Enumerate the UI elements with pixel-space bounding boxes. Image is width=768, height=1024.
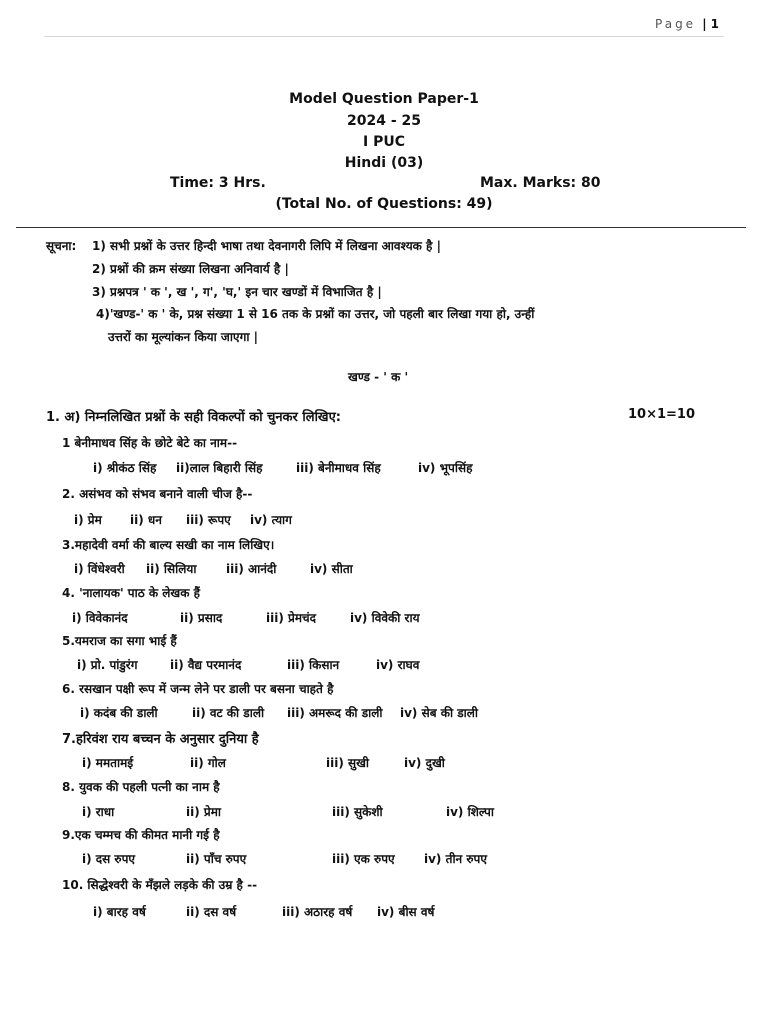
mcq-question: 5.यमराज का सगा भाई हैं bbox=[62, 634, 177, 648]
mcq-option: ii) गोल bbox=[190, 756, 226, 770]
mcq-option: i) राधा bbox=[82, 805, 115, 819]
notice-item: 2) प्रश्नों की क्रम संख्या लिखना अनिवार्य है | bbox=[92, 262, 289, 276]
mcq-option: iii) अठारह वर्ष bbox=[282, 905, 353, 919]
max-marks: Max. Marks: 80 bbox=[480, 175, 601, 191]
mcq-question: 8. युवक की पहली पत्नी का नाम है bbox=[62, 780, 220, 794]
paper-subject: Hindi (03) bbox=[344, 155, 424, 171]
mcq-option: iv) शिल्पा bbox=[446, 805, 494, 819]
mcq-option: ii) वैद्य परमानंद bbox=[170, 658, 242, 672]
mcq-option: i) दस रुपए bbox=[82, 852, 136, 866]
mcq-option: iv) भूपसिंह bbox=[418, 461, 473, 475]
mcq-option: iii) एक रुपए bbox=[332, 852, 395, 866]
page-number-label bbox=[655, 17, 719, 31]
mcq-option: i) प्रो. पांडुरंग bbox=[77, 658, 138, 672]
mcq-option: iii) किसान bbox=[287, 658, 340, 672]
mcq-option: iv) सेब की डाली bbox=[400, 706, 479, 720]
mcq-option: iv) राघव bbox=[376, 658, 420, 672]
header-rule bbox=[44, 36, 724, 37]
mcq-question: 10. सिद्धेश्वरी के मँझले लड़के की उम्र है -- bbox=[62, 878, 258, 892]
mcq-option: i) बारह वर्ष bbox=[93, 905, 146, 919]
mcq-option: iv) विवेकी राय bbox=[350, 611, 420, 625]
mcq-option: iv) त्याग bbox=[250, 513, 292, 527]
section-heading: खण्ड - ' क ' bbox=[348, 370, 409, 384]
mcq-option: i) श्रीकंठ सिंह bbox=[93, 461, 157, 475]
paper-class: I PUC bbox=[363, 134, 405, 150]
question-instruction: 1. अ) निम्नलिखित प्रश्नों के सही विकल्पों को चुनकर लिखिए: bbox=[46, 410, 341, 425]
mcq-question: 7.हरिवंश राय बच्चन के अनुसार दुनिया है bbox=[62, 732, 259, 747]
mcq-option: iii) अमरूद की डाली bbox=[287, 706, 383, 720]
mcq-option: ii) धन bbox=[130, 513, 162, 527]
mcq-option: iii) सुकेशी bbox=[332, 805, 383, 819]
notice-item: उत्तरों का मूल्यांकन किया जाएगा | bbox=[108, 330, 258, 344]
paper-title: Model Question Paper-1 bbox=[289, 91, 479, 107]
page-separator: | bbox=[698, 17, 707, 31]
mcq-option: i) विंधेश्वरी bbox=[74, 562, 125, 576]
mcq-question: 6. रसखान पक्षी रूप में जन्म लेने पर डाली पर बसना चाहते है bbox=[62, 682, 334, 696]
section-divider bbox=[16, 227, 746, 228]
page-number: 1 bbox=[710, 17, 719, 31]
mcq-option: i) विवेकानंद bbox=[72, 611, 128, 625]
mcq-option: i) ममतामई bbox=[82, 756, 134, 770]
mcq-option: iii) बेनीमाधव सिंह bbox=[296, 461, 381, 475]
notice-item: 3) प्रश्नपत्र ' क ', ख ', ग', 'घ,' इन चार खण्डों में विभाजित है | bbox=[92, 285, 382, 299]
mcq-option: ii) सिलिया bbox=[146, 562, 197, 576]
mcq-option: iv) दुखी bbox=[404, 756, 445, 770]
mcq-option: iv) तीन रुपए bbox=[424, 852, 488, 866]
mcq-question: 4. 'नालायक' पाठ के लेखक हैं bbox=[62, 586, 200, 600]
mcq-question: 2. असंभव को संभव बनाने वाली चीज है-- bbox=[62, 487, 253, 501]
mcq-option: iii) प्रेमचंद bbox=[266, 611, 316, 625]
mcq-option: ii) प्रेमा bbox=[186, 805, 222, 819]
mcq-question: 1 बेनीमाधव सिंह के छोटे बेटे का नाम-- bbox=[62, 436, 238, 450]
question-marks: 10×1=10 bbox=[628, 407, 696, 422]
mcq-option: ii)लाल बिहारी सिंह bbox=[176, 461, 263, 475]
mcq-option: iii) आनंदी bbox=[226, 562, 277, 576]
mcq-option: ii) प्रसाद bbox=[180, 611, 223, 625]
total-questions: (Total No. of Questions: 49) bbox=[275, 196, 493, 212]
mcq-option: ii) दस वर्ष bbox=[186, 905, 237, 919]
mcq-option: i) कदंब की डाली bbox=[80, 706, 158, 720]
mcq-option: iii) सुखी bbox=[326, 756, 370, 770]
notice-item: 1) सभी प्रश्नों के उत्तर हिन्दी भाषा तथा देवनागरी लिपि में लिखना आवश्यक है | bbox=[92, 239, 441, 253]
mcq-question: 9.एक चम्मच की कीमत मानी गई है bbox=[62, 828, 220, 842]
page-word: Page bbox=[655, 17, 697, 31]
mcq-question: 3.महादेवी वर्मा की बाल्य सखी का नाम लिखिए। bbox=[62, 538, 275, 552]
mcq-option: iv) सीता bbox=[310, 562, 353, 576]
mcq-option: ii) पाँच रुपए bbox=[186, 852, 247, 866]
paper-year: 2024 - 25 bbox=[346, 113, 421, 129]
mcq-option: i) प्रेम bbox=[74, 513, 102, 527]
mcq-option: iv) बीस वर्ष bbox=[377, 905, 435, 919]
time-limit: Time: 3 Hrs. bbox=[170, 175, 266, 191]
notice-item: 4)'खण्ड-' क ' के, प्रश्न संख्या 1 से 16 तक के प्रश्नों का उत्तर, जो पहली बार लिखा गया हो, उन्हीं bbox=[96, 307, 535, 321]
mcq-option: ii) वट की डाली bbox=[192, 706, 265, 720]
mcq-option: iii) रूपए bbox=[186, 513, 231, 527]
notice-label: सूचना: bbox=[46, 239, 77, 253]
